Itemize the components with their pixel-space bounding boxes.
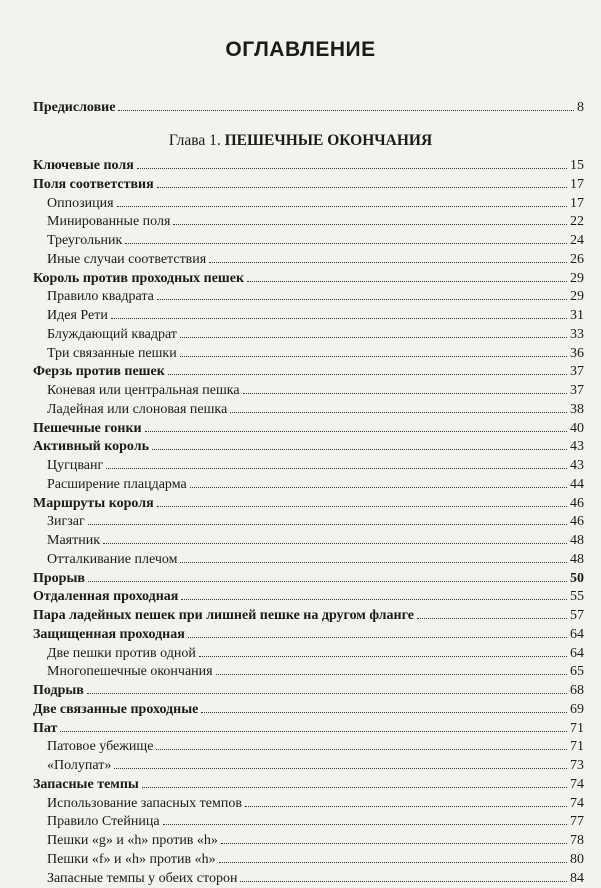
toc-entry-label: Отталкивание плечом xyxy=(47,551,178,567)
toc-entry-label: Защищенная проходная xyxy=(33,626,185,642)
toc-entry-page: 26 xyxy=(570,251,584,267)
toc-entry-page: 48 xyxy=(570,533,584,548)
toc-entry[interactable] xyxy=(33,625,584,643)
dot-leader xyxy=(240,869,567,882)
toc-entry-label: Ключевые поля xyxy=(33,158,134,173)
toc-entry[interactable] xyxy=(33,606,584,624)
toc-entry-page: 48 xyxy=(570,551,584,567)
dot-leader xyxy=(88,512,567,525)
chapter-name: ПЕШЕЧНЫЕ ОКОНЧАНИЯ xyxy=(224,132,433,149)
dot-leader xyxy=(142,775,567,788)
toc-entry-page: 24 xyxy=(570,233,584,248)
dot-leader xyxy=(106,456,567,469)
toc-entry-page: 29 xyxy=(570,270,584,286)
toc-entry[interactable] xyxy=(33,681,584,699)
dot-leader xyxy=(163,812,567,825)
toc-entry-label: «Полупат» xyxy=(47,758,112,773)
dot-leader xyxy=(188,625,567,638)
dot-leader xyxy=(221,831,567,844)
toc-entry-page: 31 xyxy=(570,308,584,323)
toc-entry-page: 15 xyxy=(570,158,584,173)
dot-leader xyxy=(157,175,567,188)
dot-leader xyxy=(114,756,567,769)
toc-entry[interactable] xyxy=(33,494,584,512)
toc-entry-page: 80 xyxy=(570,851,584,867)
dot-leader xyxy=(245,794,567,807)
toc-entry-page: 77 xyxy=(570,814,584,830)
dot-leader xyxy=(88,569,567,582)
toc-entry[interactable] xyxy=(33,850,584,868)
toc-entry-label: Две связанные проходные xyxy=(33,701,199,717)
dot-leader xyxy=(216,662,567,675)
toc-entry-label: Отдаленная проходная xyxy=(33,589,179,605)
toc-entry-page: 33 xyxy=(570,326,584,342)
toc-entry-page: 40 xyxy=(570,420,584,436)
toc-entry[interactable] xyxy=(33,700,584,718)
toc-entry[interactable] xyxy=(33,737,584,755)
toc-entry-page: 46 xyxy=(570,514,584,530)
dot-leader xyxy=(201,700,567,713)
toc-entry[interactable] xyxy=(33,437,584,455)
toc-entry-preface[interactable] xyxy=(33,98,584,116)
toc-entry-label: Патовое убежище xyxy=(47,739,154,755)
dot-leader xyxy=(152,437,567,450)
dot-leader xyxy=(230,400,567,413)
toc-entry-page: 73 xyxy=(570,758,584,773)
toc-entry-page: 43 xyxy=(570,458,584,473)
toc-entry-label: Коневая или центральная пешка xyxy=(47,383,240,398)
dot-leader xyxy=(111,306,567,319)
toc-entry-label: Использование запасных темпов xyxy=(47,795,242,811)
toc-entry[interactable] xyxy=(33,831,584,849)
toc-entry-label: Треугольник xyxy=(47,233,123,248)
toc-entry[interactable] xyxy=(33,325,584,343)
toc-entry-label: Идея Рети xyxy=(47,308,108,323)
dot-leader xyxy=(157,287,567,300)
dot-leader xyxy=(247,269,567,282)
toc-entry-page: 65 xyxy=(570,664,584,680)
toc-entry[interactable] xyxy=(33,212,584,230)
toc-entry-page: 71 xyxy=(570,720,584,736)
dot-leader xyxy=(125,231,567,244)
toc-entry[interactable] xyxy=(33,794,584,812)
dot-leader xyxy=(137,156,567,169)
toc-entry-label: Пат xyxy=(33,720,58,736)
toc-entry[interactable] xyxy=(33,644,584,662)
toc-entry-page: 37 xyxy=(570,383,584,398)
chapter-heading xyxy=(0,132,601,150)
toc-entry-label: Зигзаг xyxy=(47,514,85,530)
toc-entry[interactable] xyxy=(33,306,584,324)
toc-entry-label: Минированные поля xyxy=(47,214,171,230)
toc-entry[interactable] xyxy=(33,381,584,399)
toc-entry-label: Маршруты короля xyxy=(33,495,154,511)
toc-entry[interactable] xyxy=(33,719,584,737)
dot-leader xyxy=(173,212,567,225)
toc-entry[interactable] xyxy=(33,569,584,587)
toc-entry[interactable] xyxy=(33,175,584,193)
dot-leader xyxy=(103,531,567,544)
dot-leader xyxy=(180,550,567,563)
toc-entry[interactable] xyxy=(33,419,584,437)
dot-leader xyxy=(417,606,567,619)
toc-entry[interactable] xyxy=(33,550,584,568)
toc-entry-label: Ферзь против пешек xyxy=(33,364,165,380)
toc-entry-label: Пешки «g» и «h» против «h» xyxy=(47,833,218,848)
dot-leader xyxy=(156,737,567,750)
toc-entry[interactable] xyxy=(33,756,584,774)
toc-entry-page: 71 xyxy=(570,739,584,755)
dot-leader xyxy=(117,194,567,207)
toc-entry-label: Иные случаи соответствия xyxy=(47,251,207,267)
dot-leader xyxy=(118,98,574,111)
toc-entry-label: Запасные темпы у обеих сторон xyxy=(47,870,238,886)
toc-entry-label: Предисловие xyxy=(33,100,116,115)
toc-entry-label: Пара ладейных пешек при лишней пешке на другом фланге xyxy=(33,608,414,623)
toc-entry-label: Блуждающий квадрат xyxy=(47,326,177,342)
toc-entry[interactable] xyxy=(33,250,584,268)
toc-entry[interactable] xyxy=(33,456,584,474)
toc-entry[interactable] xyxy=(33,475,584,493)
toc-entry-page: 43 xyxy=(570,439,584,455)
dot-leader xyxy=(190,475,567,488)
toc-entry-page: 22 xyxy=(570,214,584,230)
toc-entry[interactable] xyxy=(33,156,584,174)
toc-entry[interactable] xyxy=(33,287,584,305)
toc-entry-page: 46 xyxy=(570,495,584,511)
toc-entry-label: Три связанные пешки xyxy=(47,345,177,361)
dot-leader xyxy=(168,362,567,375)
toc-entry-page: 84 xyxy=(570,870,584,886)
toc-entry-page: 74 xyxy=(570,776,584,792)
toc-entry-page: 37 xyxy=(570,364,584,380)
toc-entry-label: Поля соответствия xyxy=(33,176,154,192)
dot-leader xyxy=(157,494,567,507)
toc-entry-label: Подрыв xyxy=(33,683,84,698)
toc-entry[interactable] xyxy=(33,512,584,530)
toc-entry[interactable] xyxy=(33,812,584,830)
toc-entry-label: Оппозиция xyxy=(47,195,114,211)
toc-entry[interactable] xyxy=(33,662,584,680)
toc-entry-page: 78 xyxy=(570,833,584,848)
toc-entry[interactable] xyxy=(33,344,584,362)
toc-entry-label: Пешки «f» и «h» против «h» xyxy=(47,851,216,867)
toc-entry[interactable] xyxy=(33,531,584,549)
toc-entry-page: 74 xyxy=(570,795,584,811)
dot-leader xyxy=(145,419,567,432)
dot-leader xyxy=(180,344,567,357)
toc-entry-page: 64 xyxy=(570,626,584,642)
toc-entry-label: Король против проходных пешек xyxy=(33,270,245,286)
toc-entry[interactable] xyxy=(33,362,584,380)
toc-entry[interactable] xyxy=(33,587,584,605)
toc-entry[interactable] xyxy=(33,194,584,212)
toc-entry-page: 29 xyxy=(570,289,584,305)
toc-entry-page: 17 xyxy=(570,195,584,211)
toc-entry-label: Запасные темпы xyxy=(33,776,139,792)
dot-leader xyxy=(60,719,567,732)
toc-entry-label: Маятник xyxy=(47,533,101,548)
toc-entry-label: Правило Стейница xyxy=(47,814,160,830)
dot-leader xyxy=(181,587,567,600)
toc-entry-page: 68 xyxy=(570,683,584,698)
chapter-prefix: Глава 1. xyxy=(168,132,225,149)
toc-entry-label: Ладейная или слоновая пешка xyxy=(47,401,228,417)
toc-entry[interactable] xyxy=(33,269,584,287)
toc-entry-page: 17 xyxy=(570,176,584,192)
dot-leader xyxy=(243,381,567,394)
page-title: ОГЛАВЛЕНИЕ xyxy=(225,38,376,61)
dot-leader xyxy=(199,644,567,657)
toc-entry-label: Цугцванг xyxy=(47,458,104,473)
toc-entry-label: Прорыв xyxy=(33,570,85,586)
toc-entry-label: Две пешки против одной xyxy=(47,645,196,661)
toc-entry-label: Многопешечные окончания xyxy=(47,664,213,680)
dot-leader xyxy=(209,250,567,263)
toc-entry[interactable] xyxy=(33,231,584,249)
toc-entry-page: 55 xyxy=(570,589,584,605)
toc-entry-page: 57 xyxy=(570,608,584,623)
toc-entry-label: Пешечные гонки xyxy=(33,420,142,436)
toc-entry-page: 36 xyxy=(570,345,584,361)
toc-entry[interactable] xyxy=(33,775,584,793)
toc-entry-page: 44 xyxy=(570,476,584,492)
dot-leader xyxy=(180,325,567,338)
toc-entry-page: 50 xyxy=(570,570,584,586)
toc-entry-page: 64 xyxy=(570,645,584,661)
toc-entry-label: Активный король xyxy=(33,439,149,455)
dot-leader xyxy=(219,850,567,863)
toc-entry-page: 69 xyxy=(570,701,584,717)
toc-entry-page: 38 xyxy=(570,401,584,417)
toc-entry-label: Правило квадрата xyxy=(47,289,154,305)
toc-entry-page: 8 xyxy=(577,100,584,115)
toc-entry-label: Расширение плацдарма xyxy=(47,476,187,492)
toc-entry[interactable] xyxy=(33,869,584,887)
toc-entry[interactable] xyxy=(33,400,584,418)
dot-leader xyxy=(87,681,567,694)
